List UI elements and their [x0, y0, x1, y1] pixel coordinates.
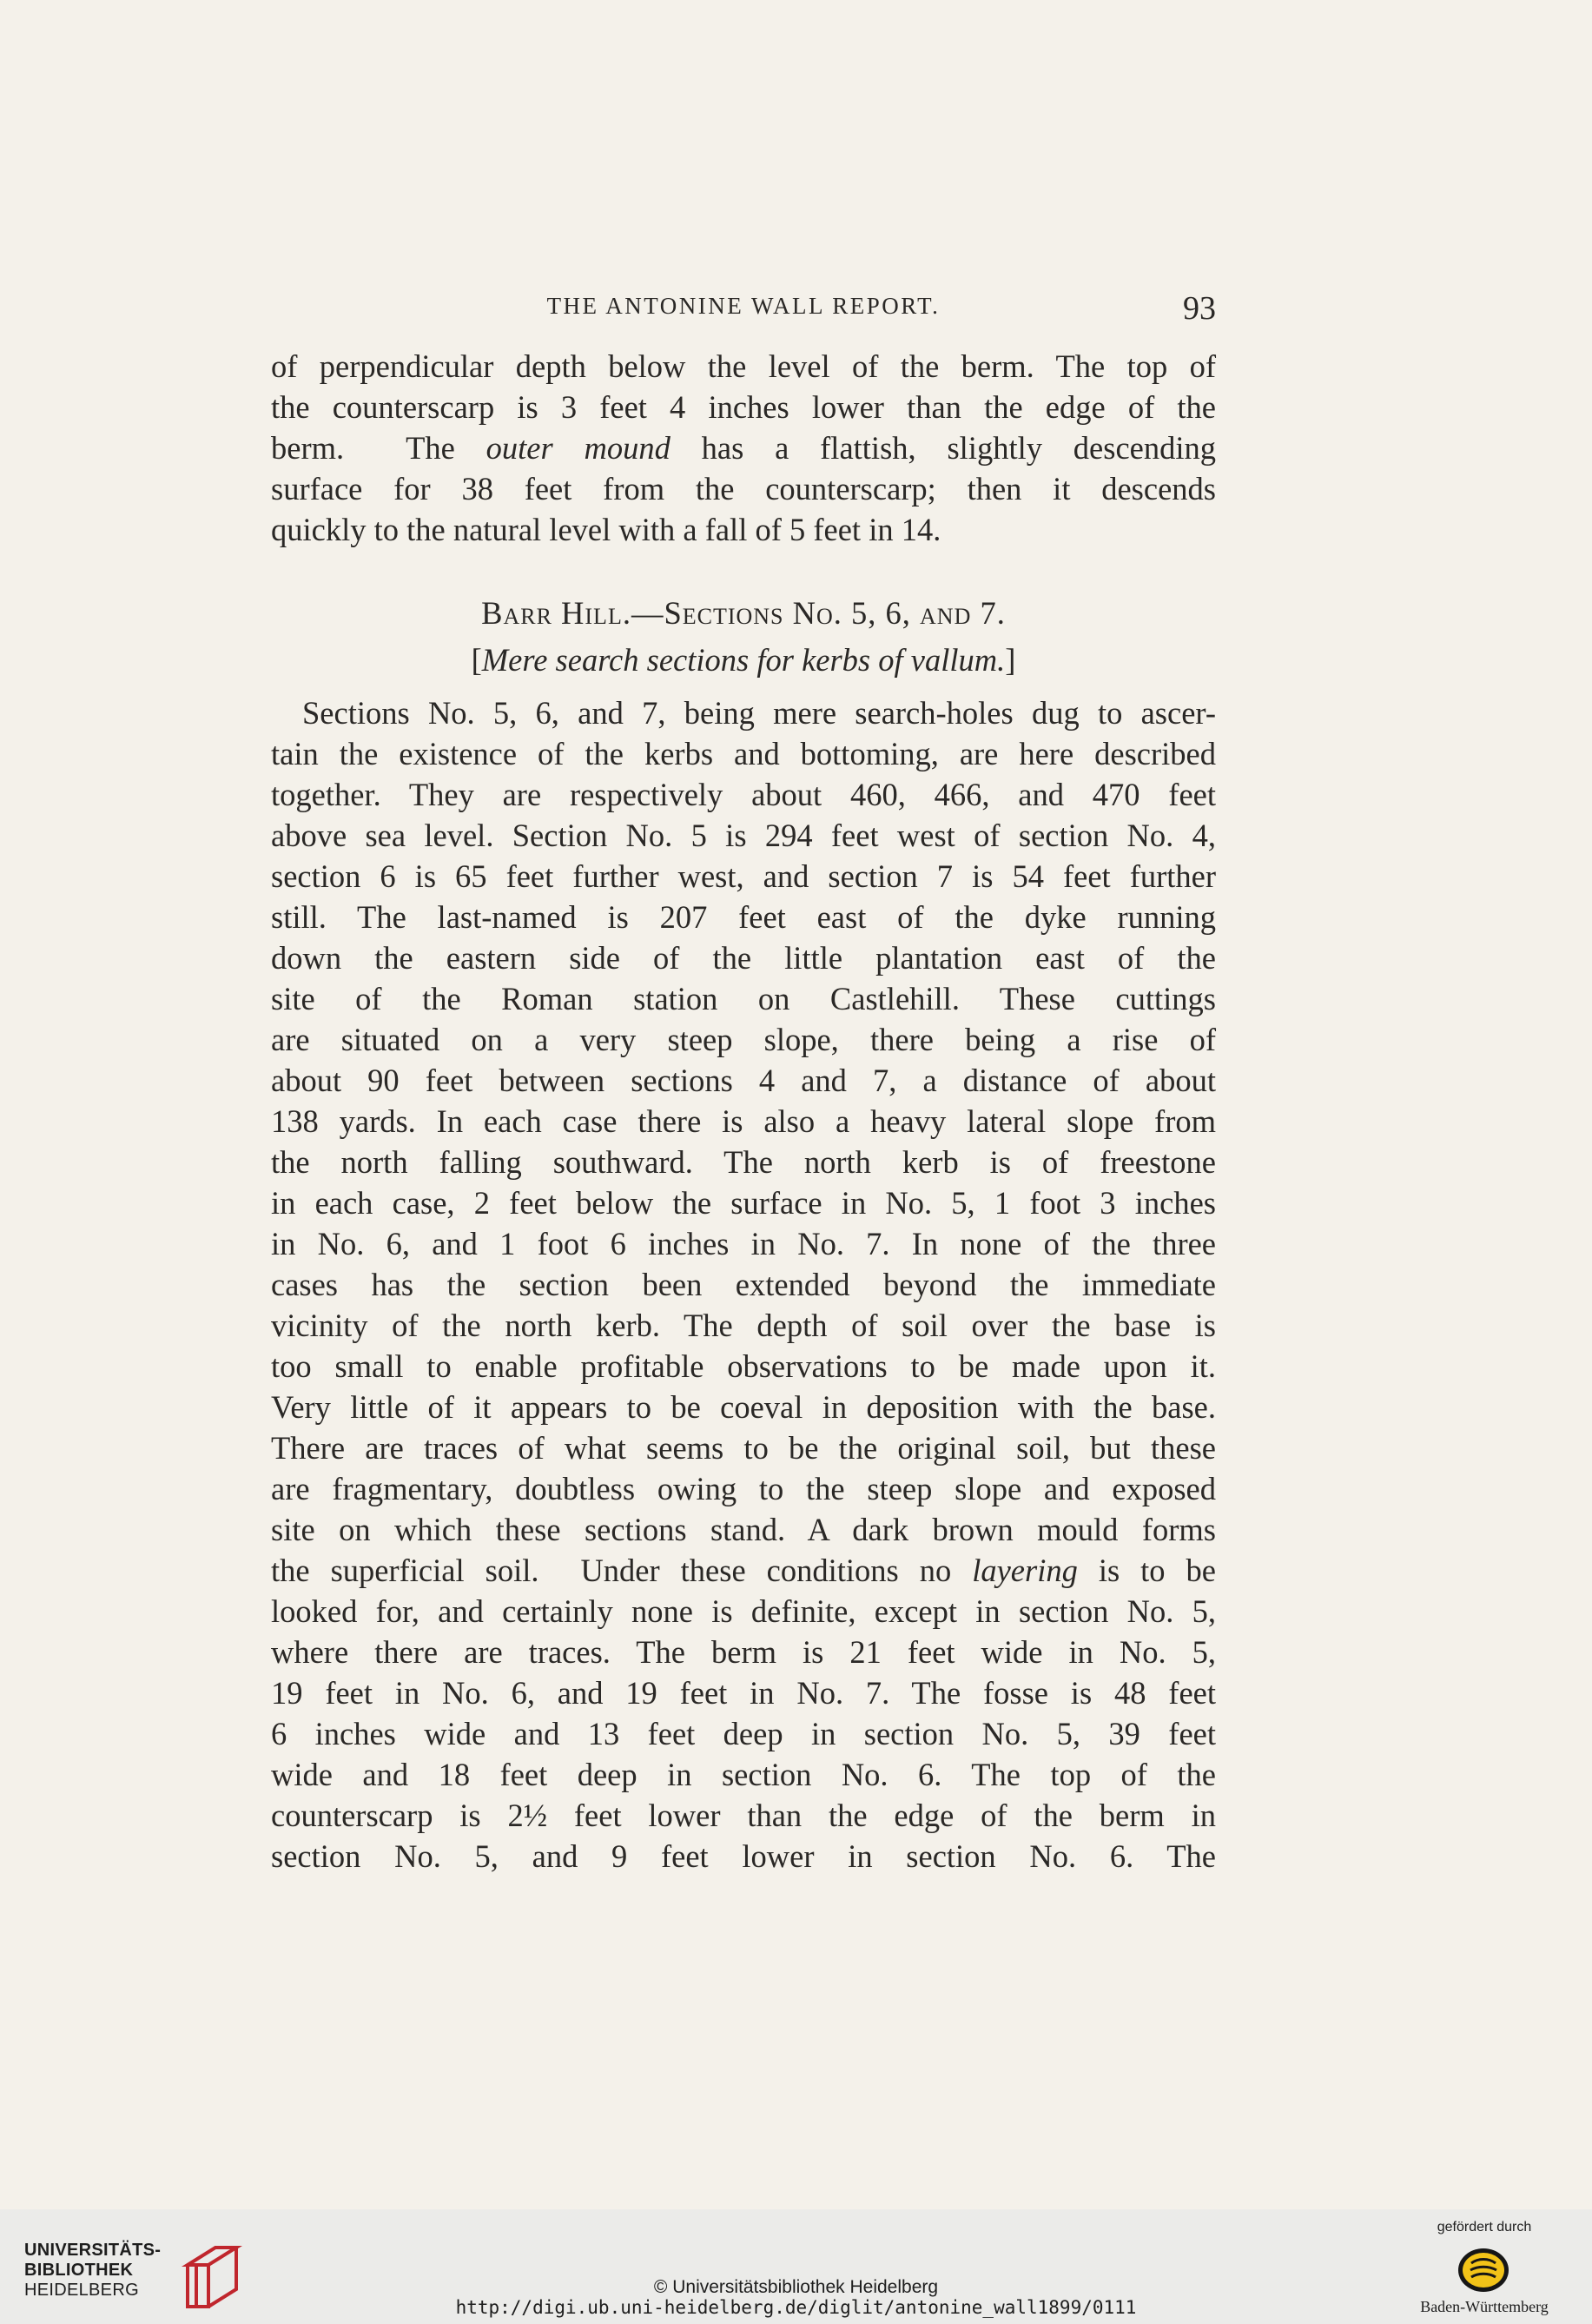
- library-line: HEIDELBERG: [24, 2281, 139, 2300]
- text-line: tain the existence of the kerbs and bottoming, are here described: [271, 736, 1216, 771]
- paragraph-1: [271, 346, 1216, 550]
- section-subtitle: [Mere search sections for kerbs of vallum.]: [471, 642, 1016, 678]
- baden-wuerttemberg-seal-icon: [1456, 2246, 1511, 2294]
- text-line: in No. 6, and 1 foot 6 inches in No. 7. In none of the three: [271, 1226, 1216, 1261]
- text-line: surface for 38 feet from the counterscarp; then it descends: [271, 471, 1216, 507]
- text-line: too small to enable profitable observations to be made upon it.: [271, 1348, 1216, 1384]
- text-line: 138 yards. In each case there is also a heavy lateral slope from: [271, 1103, 1216, 1139]
- copyright-notice: © Universitätsbibliothek Heidelberg: [653, 2277, 939, 2297]
- text-line: together. They are respectively about 460, 466, and 470 feet: [271, 777, 1216, 812]
- sponsor-label: gefördert durch: [1437, 2220, 1532, 2235]
- text-line: the north falling southward. The north kerb is of freestone: [271, 1144, 1216, 1180]
- paragraph-2: [271, 692, 1216, 1877]
- permalink-url[interactable]: http://digi.ub.uni-heidelberg.de/diglit/antonine_wall1899/0111: [455, 2297, 1137, 2318]
- text-line: are situated on a very steep slope, there being a rise of: [271, 1022, 1216, 1057]
- text-line: There are traces of what seems to be the original soil, but these: [271, 1430, 1216, 1466]
- text-line: 6 inches wide and 13 feet deep in section No. 5, 39 feet: [271, 1716, 1216, 1751]
- sponsor-name: Baden-Württemberg: [1420, 2298, 1549, 2315]
- library-line: UNIVERSITÄTS-: [24, 2241, 162, 2260]
- section-heading: Barr Hill.—Sections No. 5, 6, and 7.: [481, 595, 1006, 631]
- text-line: section 6 is 65 feet further west, and section 7 is 54 feet further: [271, 858, 1216, 894]
- text-line: about 90 feet between sections 4 and 7, a distance of about: [271, 1063, 1216, 1098]
- page-number: 93: [1183, 290, 1216, 327]
- running-title: THE ANTONINE WALL REPORT.: [546, 293, 941, 319]
- text-line: Very little of it appears to be coeval in deposition with the base.: [271, 1389, 1216, 1425]
- text-line: in each case, 2 feet below the surface in No. 5, 1 foot 3 inches: [271, 1185, 1216, 1221]
- text-line: cases has the section been extended beyond the immediate: [271, 1267, 1216, 1302]
- text-line: where there are traces. The berm is 21 feet wide in No. 5,: [271, 1634, 1216, 1670]
- text-line: Sections No. 5, 6, and 7, being mere search-holes dug to ascer-: [302, 695, 1216, 731]
- sponsor-block[interactable]: [1393, 2220, 1575, 2322]
- text-line-layering: the superficial soil. Under these conditions no layering is to be: [271, 1553, 1217, 1588]
- text-line: wide and 18 feet deep in section No. 6. The top of the: [271, 1757, 1216, 1792]
- digitization-footer: [0, 2209, 1592, 2324]
- text-line: vicinity of the north kerb. The depth of soil over the base is: [271, 1308, 1216, 1343]
- text-line: section No. 5, and 9 feet lower in section No. 6. The: [271, 1838, 1216, 1874]
- text-line: are fragmentary, doubtless owing to the steep slope and exposed: [271, 1471, 1216, 1506]
- running-head: [271, 289, 1216, 329]
- library-line: BIBLIOTHEK: [24, 2261, 134, 2280]
- text-line: site of the Roman station on Castlehill. These cuttings: [271, 981, 1216, 1016]
- main-text: [271, 346, 1216, 1877]
- text-line: the counterscarp is 3 feet 4 inches lower than the edge of the: [271, 389, 1216, 425]
- text-line: looked for, and certainly none is definite, except in section No. 5,: [271, 1593, 1216, 1629]
- text-line: still. The last-named is 207 feet east of the dyke running: [271, 899, 1216, 935]
- text-line: site on which these sections stand. A dark brown mould forms: [271, 1512, 1216, 1547]
- text-line: of perpendicular depth below the level of the berm. The top of: [271, 348, 1216, 384]
- text-line: above sea level. Section No. 5 is 294 feet west of section No. 4,: [271, 818, 1216, 853]
- text-line-outer-mound: berm. The outer mound has a flattish, slightly descending: [271, 430, 1216, 466]
- text-line: down the eastern side of the little plantation east of the: [271, 940, 1216, 976]
- text-line: 19 feet in No. 6, and 19 feet in No. 7. The fosse is 48 feet: [271, 1675, 1216, 1711]
- text-line: counterscarp is 2½ feet lower than the edge of the berm in: [271, 1798, 1216, 1833]
- text-line: quickly to the natural level with a fall of 5 feet in 14.: [271, 512, 941, 547]
